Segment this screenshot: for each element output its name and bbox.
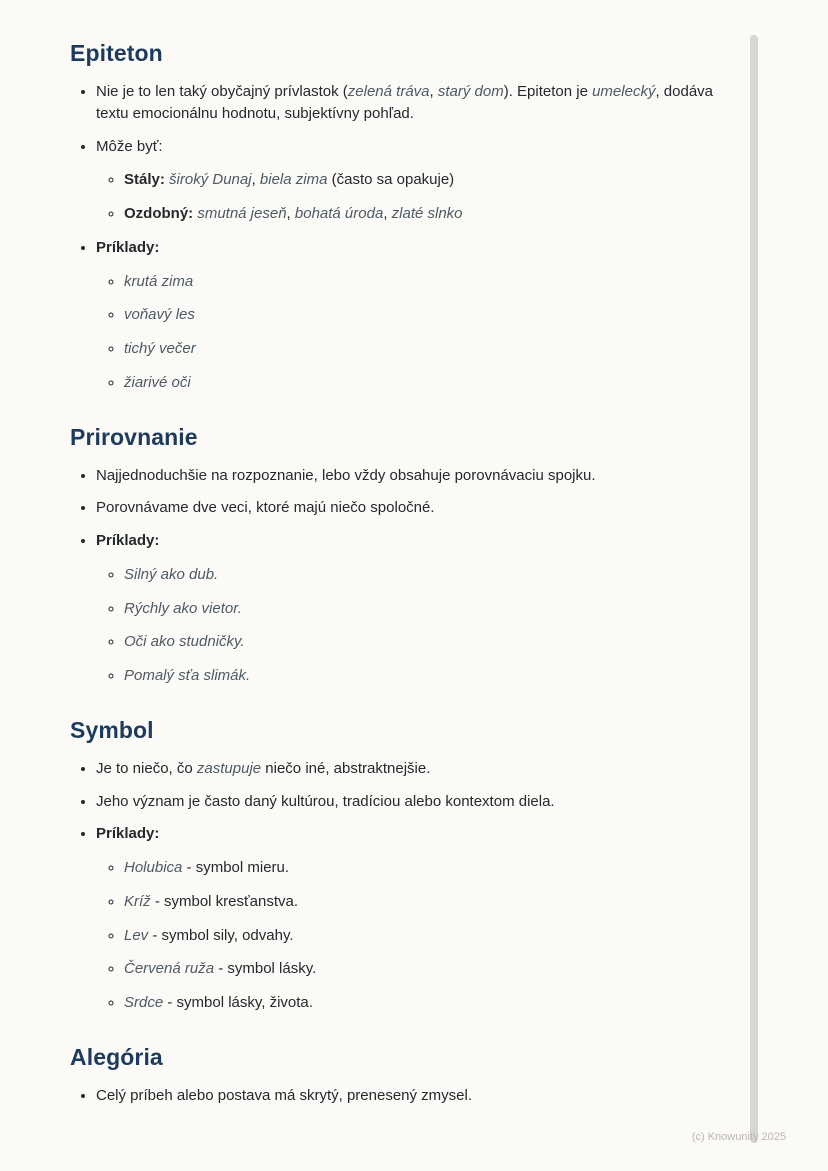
text-run: Príklady: [96, 825, 160, 843]
sub-bullet-item [124, 891, 728, 913]
text-run: Príklady: [96, 238, 160, 256]
section-title: Epiteton [70, 40, 163, 66]
scrollbar[interactable] [750, 35, 758, 1143]
text-run: Stály: [124, 171, 165, 189]
text-run: umelecký [592, 83, 656, 100]
bullet-item [96, 823, 728, 1014]
bullet-list [70, 81, 728, 394]
bullet-item [96, 81, 728, 125]
text-run: Najjednoduchšie na rozpoznanie, lebo vždy obsahuje porovnávaciu spojku. [96, 466, 596, 484]
bullet-item [96, 497, 728, 519]
sub-bullet-list [96, 169, 728, 225]
section-title: Symbol [70, 716, 154, 743]
bullet-item [96, 791, 728, 813]
text-run: - symbol kresťanstva. [150, 892, 299, 910]
text-run: , dodáva textu emocionálnu hodnotu, subjektívny pohľad. [96, 83, 718, 122]
text-run: krutá zima [124, 272, 194, 290]
text-run: Príklady: [96, 532, 160, 549]
sub-bullet-item [124, 338, 728, 360]
text-run: smutná jeseň [197, 205, 287, 222]
sub-bullet-item [124, 598, 728, 620]
sub-bullet-item [124, 958, 728, 980]
sub-bullet-item [124, 857, 728, 879]
text-run: Je to niečo, čo [96, 759, 197, 777]
sub-bullet-list [96, 857, 728, 1014]
text-run: - symbol lásky. [214, 960, 317, 978]
text-run: Rýchly ako vietor. [124, 599, 242, 617]
sub-bullet-item [124, 271, 728, 293]
text-run: široký Dunaj [169, 171, 252, 189]
bullet-list [70, 1085, 728, 1107]
sub-bullet-item [124, 304, 728, 326]
sub-bullet-item [124, 992, 728, 1014]
section-title: Prirovnanie [70, 423, 198, 450]
bullet-list [70, 758, 728, 1014]
text-run: Porovnávame dve veci, ktoré majú niečo spoločné. [96, 499, 435, 517]
text-run: zelená tráva [347, 83, 430, 100]
text-run: zastupuje [196, 759, 262, 777]
text-run: Ozdobný: [124, 205, 194, 222]
text-run: žiarivé oči [124, 373, 191, 391]
section-title: Alegória [70, 1043, 163, 1070]
bullet-item [96, 136, 728, 225]
sub-bullet-item [124, 631, 728, 653]
text-run: - symbol mieru. [182, 859, 290, 876]
text-run: Jeho význam je často daný kultúrou, tradíciou alebo kontextom diela. [96, 792, 555, 810]
text-run: Holubica [124, 859, 183, 876]
text-run: Oči ako studničky. [124, 633, 245, 651]
sub-bullet-item [124, 564, 728, 586]
sub-bullet-item [124, 203, 728, 225]
bullet-item [96, 465, 728, 487]
text-run: Srdce [124, 994, 164, 1011]
text-run: , [383, 205, 392, 222]
sections-container [70, 40, 728, 1107]
sub-bullet-list [96, 271, 728, 394]
text-run: Celý príbeh alebo postava má skrytý, prenesený zmysel. [96, 1086, 473, 1104]
sub-bullet-item [124, 372, 728, 394]
text-run: - symbol sily, odvahy. [148, 926, 294, 944]
bullet-item [96, 1085, 728, 1107]
text-run: , [429, 83, 438, 100]
text-run: Lev [124, 926, 149, 944]
text-run: Kríž [124, 892, 151, 910]
copyright-watermark: (c) Knowunity 2025 [691, 1131, 786, 1143]
text-run: voňavý les [124, 306, 195, 324]
sub-bullet-item [124, 665, 728, 687]
text-run: , [251, 171, 260, 189]
text-run: tichý večer [124, 340, 196, 357]
text-run: , [286, 205, 295, 222]
bullet-list [70, 465, 728, 687]
sub-bullet-list [96, 564, 728, 687]
text-run: starý dom [437, 83, 504, 100]
bullet-item [96, 758, 728, 780]
text-run: Červená ruža [124, 960, 215, 978]
text-run: (často sa opakuje) [327, 171, 455, 189]
text-run: bohatá úroda [294, 205, 384, 222]
text-run: Silný ako dub. [124, 565, 219, 583]
bullet-item [96, 237, 728, 394]
text-run: - symbol lásky, života. [163, 994, 313, 1011]
text-run: niečo iné, abstraktnejšie. [261, 759, 431, 777]
sub-bullet-item [124, 169, 728, 191]
bullet-item [96, 530, 728, 687]
text-run: biela zima [259, 171, 328, 189]
text-run: Môže byť: [96, 137, 163, 155]
sub-bullet-item [124, 925, 728, 947]
text-run: ). Epiteton je [503, 83, 593, 100]
text-run: Nie je to len taký obyčajný prívlastok ( [96, 83, 348, 100]
text-run: zlaté slnko [391, 205, 463, 222]
text-run: Pomalý sťa slimák. [124, 667, 251, 684]
